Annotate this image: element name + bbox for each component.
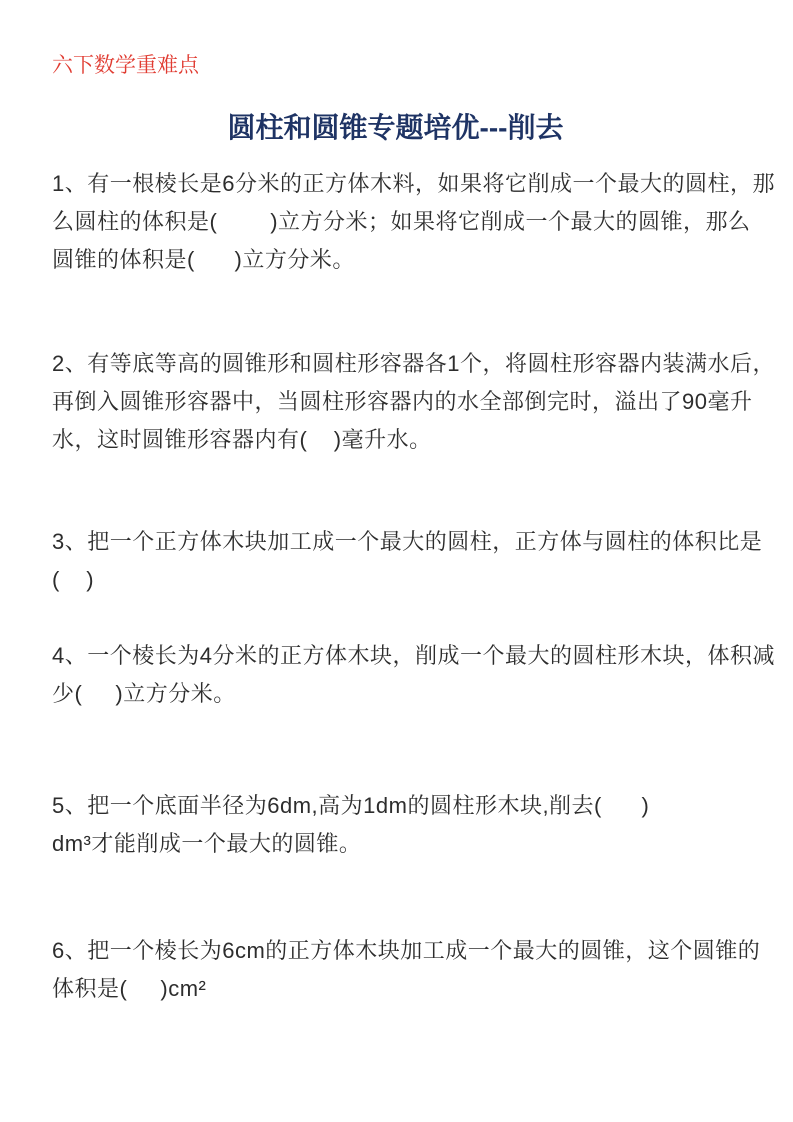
- question-1-line-1: 1、有一根棱长是6分米的正方体木料，如果将它削成一个最大的圆柱，那: [52, 171, 775, 196]
- question-1-line-3: 圆锥的体积是( )立方分米。: [52, 247, 355, 272]
- watermark-label: 六下数学重难点: [52, 54, 199, 77]
- question-3-line-1: 3、把一个正方体木块加工成一个最大的圆柱，正方体与圆柱的体积比是: [52, 529, 763, 554]
- question-6-line-2: 体积是( )cm²: [52, 976, 207, 1001]
- question-4-line-1: 4、一个棱长为4分米的正方体木块，削成一个最大的圆柱形木块，体积减: [52, 643, 775, 668]
- question-5: [52, 787, 739, 863]
- question-5-line-1: 5、把一个底面半径为6dm,高为1dm的圆柱形木块,削去( ): [52, 793, 650, 818]
- question-2-line-1: 2、有等底等高的圆锥形和圆柱形容器各1个，将圆柱形容器内装满水后，: [52, 351, 775, 376]
- question-2: [52, 345, 775, 459]
- question-2-line-3: 水，这时圆锥形容器内有( )毫升水。: [52, 427, 432, 452]
- question-2-line-2: 再倒入圆锥形容器中，当圆柱形容器内的水全部倒完时，溢出了90毫升: [52, 389, 753, 414]
- question-4: [52, 637, 775, 713]
- question-1-line-2: 么圆柱的体积是( )立方分米；如果将它削成一个最大的圆锥，那么: [52, 209, 751, 234]
- question-3: [52, 523, 763, 599]
- question-6: [52, 932, 761, 1008]
- question-3-line-2: ( ): [52, 567, 95, 592]
- question-1: [52, 165, 775, 279]
- question-4-line-2: 少( )立方分米。: [52, 681, 236, 706]
- page-title: 圆柱和圆锥专题培优---削去: [227, 112, 564, 143]
- question-5-line-2: dm³才能削成一个最大的圆锥。: [52, 831, 362, 856]
- question-6-line-1: 6、把一个棱长为6cm的正方体木块加工成一个最大的圆锥，这个圆锥的: [52, 938, 761, 963]
